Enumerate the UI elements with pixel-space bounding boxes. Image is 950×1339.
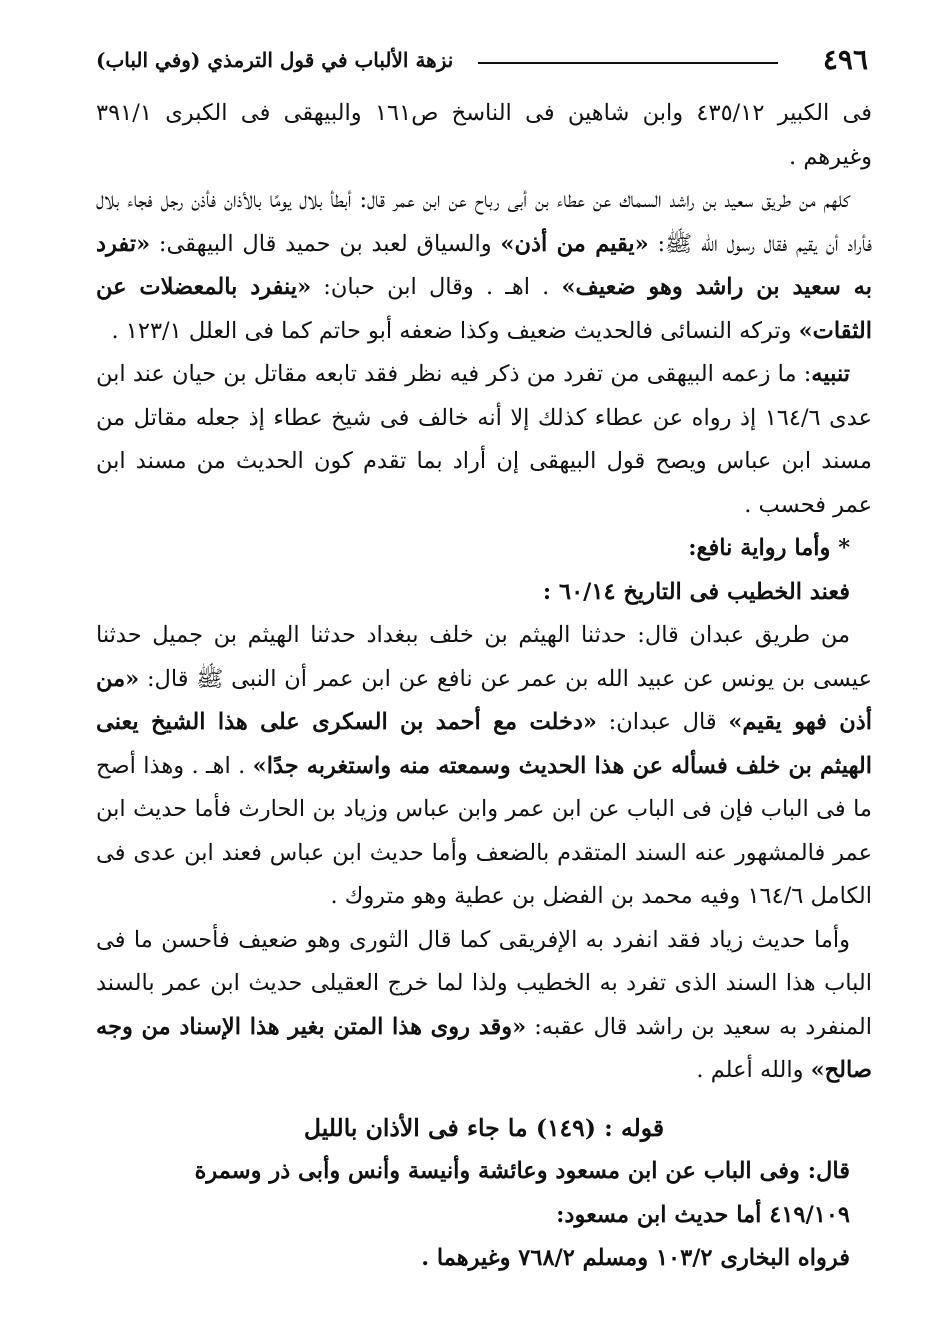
paragraph-2-text-d: وتركه النسائى فالحديث ضعيف وكذا ضعفه أبو حاتم كما فى العلل ١٢٣/١ . — [111, 317, 799, 344]
hadith-quote-1: «يقيم من أذن» — [500, 230, 649, 257]
paragraph-1: فى الكبير ٤٣٥/١٢ وابن شاهين فى الناسخ ص١٦١ والبيهقى فى الكبرى ٣٩١/١ وغيرهم . — [96, 100, 872, 170]
paragraph-2-text-b: والسياق لعبد بن حميد قال البيهقى: — [150, 230, 501, 257]
paragraph-6 — [96, 614, 872, 919]
paragraph-7 — [96, 919, 872, 1093]
paragraph-3 — [96, 353, 872, 527]
body-text — [96, 92, 872, 1281]
note-text: : ما زعمه البيهقى من تفرد من ذكر فيه نظر فقد تابعه مقاتل بن حيان عند ابن عدى ١٦٤/٦ إذ رواه عن عطاء كذلك إلا أنه خالف فى شيخ عطاء إذ جعله مقاتل من مسند ابن عباس ويصح قول البيهقى إن أراد بما تقدم كون الحديث من مسند ابن عمر فحسب . — [96, 361, 872, 518]
paragraph-7-text-b: والله أعلم . — [696, 1057, 811, 1083]
paragraph-9: ٤١٩/١٠٩ أما حديث ابن مسعود: — [556, 1201, 850, 1228]
paragraph-2-text-a: كلهم من طريق سعيد بن راشد السماك عن عطاء بن أبى رباح عن ابن عمر قال: أبطأ بلال يومًا بالأذان فأذن رجل فجاء بلال فأراد أن يقيم فقال رسول الله ﷺ: — [96, 187, 872, 257]
chapter-spacer — [96, 1093, 872, 1107]
uqayli-quote: «وقد روى هذا المتن بغير هذا الإسناد من وجه صالح» — [96, 1013, 872, 1083]
paragraph-7-text-a: وأما حديث زياد فقد انفرد به الإفريقى كما قال الثورى وهو ضعيف فأحسن ما فى الباب هذا السند الذى تفرد به الخطيب ولذا لما خرج العقيلى حديث ابن عمر بالسند المنفرد به سعيد بن راشد قال عقبه: — [96, 926, 872, 1040]
running-title: نزهة الألباب في قول الترمذي (وفي الباب) — [96, 48, 454, 72]
page-number: ٤٩٦ — [822, 43, 868, 76]
paragraph-8: قال: وفى الباب عن ابن مسعود وعائشة وأنيسة وأنس وأبى ذر وسمرة — [194, 1158, 850, 1184]
bayhaqi-quote: «تفرد به سعيد بن راشد وهو ضعيف» — [96, 230, 872, 300]
header-rule — [478, 62, 778, 64]
chapter-title: قوله : (١٤٩) ما جاء فى الأذان بالليل — [303, 1113, 665, 1142]
section-heading-nafi: * وأما رواية نافع: — [688, 535, 850, 561]
paragraph-5: فعند الخطيب فى التاريخ ٦٠/١٤ : — [542, 578, 850, 605]
paragraph-2-text-c: . اهـ . وقال ابن حبان: — [311, 274, 562, 300]
ibn-hibban-quote: «ينفرد بالمعضلات عن الثقات» — [96, 274, 872, 344]
paragraph-6-text-b: قال عبدان: — [596, 709, 729, 735]
paragraph-6-text-c: . اهـ . وهذا أصح ما فى الباب فإن فى الباب عن ابن عمر وابن عباس وزياد بن الحارث فأما حديث ابن عمر فالمشهور عنه السند المتقدم بالضعف وأما حديث ابن عباس فعند ابن عدى فى الكامل ١٦٤/٦ وفيه محمد بن الفضل بن عطية وهو متروك . — [96, 752, 872, 909]
abdan-quote: «دخلت مع أحمد بن السكرى على هذا الشيخ يعنى الهيثم بن خلف فسأله عن هذا الحديث وسمعته منه واستغربه جدًا» — [96, 709, 872, 779]
page-header — [96, 40, 868, 80]
note-label: تنبيه — [811, 361, 850, 387]
paragraph-6-text-a: من طريق عبدان قال: حدثنا الهيثم بن خلف ببغداد حدثنا الهيثم بن جميل حدثنا عيسى بن يونس عن عبيد الله بن عمر عن نافع عن ابن عمر أن النبى ﷺ قال: — [96, 622, 872, 692]
paragraph-10: فرواه البخارى ١٠٣/٢ ومسلم ٧٦٨/٢ وغيرهما . — [421, 1245, 850, 1271]
paragraph-2 — [96, 179, 872, 353]
hadith-quote-2: «من أذن فهو يقيم» — [96, 665, 873, 735]
